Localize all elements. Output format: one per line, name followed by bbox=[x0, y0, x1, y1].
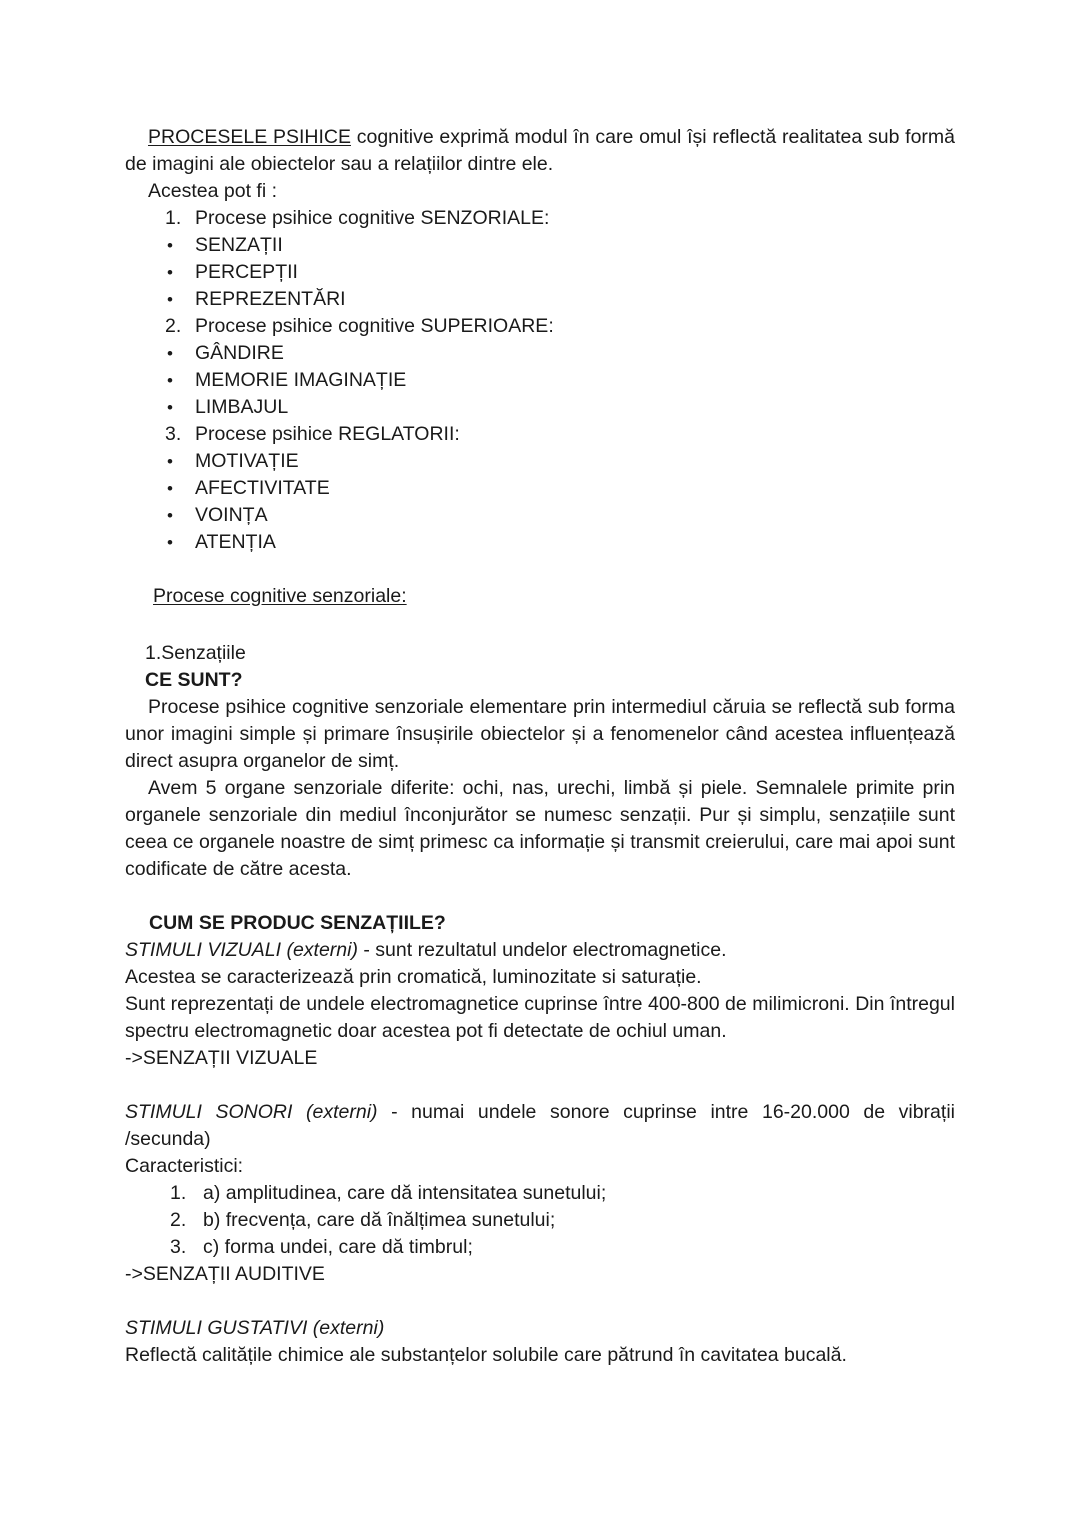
list-item bbox=[125, 232, 955, 259]
bullet-icon: • bbox=[167, 290, 173, 309]
spacer bbox=[125, 883, 955, 910]
stimuli-vizuali-line bbox=[125, 937, 955, 964]
list-item bbox=[125, 421, 955, 448]
bullet-icon: • bbox=[167, 506, 173, 525]
list-marker: 1. bbox=[165, 207, 182, 229]
bullet-icon: • bbox=[167, 398, 173, 417]
list-item-label: REPREZENTĂRI bbox=[195, 288, 346, 310]
list-item bbox=[125, 259, 955, 286]
list-item-label: PERCEPȚII bbox=[195, 261, 298, 283]
stimuli-vizuali-term: STIMULI VIZUALI (externi) bbox=[125, 939, 358, 961]
cum-se-produc-heading: CUM SE PRODUC SENZAȚIILE? bbox=[149, 912, 446, 934]
spacer bbox=[125, 1072, 955, 1099]
list-item bbox=[125, 367, 955, 394]
stimuli-gustativi-term: STIMULI GUSTATIVI (externi) bbox=[125, 1317, 385, 1339]
list-marker: 1. bbox=[170, 1182, 187, 1204]
list-item-label: VOINȚA bbox=[195, 504, 268, 526]
stimuli-vizuali-line3: Sunt reprezentați de undele electromagnetice cuprinse între 400-800 de milimicroni. Din întregul spectru electromagnetic doar acestea pot fi detectate de ochiul uman. bbox=[125, 993, 955, 1042]
list-item bbox=[125, 340, 955, 367]
stimuli-sonori-term: STIMULI SONORI (externi) bbox=[125, 1101, 378, 1123]
categories-list bbox=[125, 205, 955, 556]
stimuli-gustativi-line2: Reflectă calitățile chimice ale substanțelor solubile care pătrund în cavitatea bucală. bbox=[125, 1344, 847, 1366]
bullet-icon: • bbox=[167, 344, 173, 363]
intro-lead-underlined: PROCESELE PSIHICE bbox=[148, 126, 351, 148]
list-item bbox=[125, 1234, 955, 1261]
bullet-icon: • bbox=[167, 479, 173, 498]
stimuli-sonori-desc: - numai undele sonore cuprinse intre 16-20.000 de vibrații /secunda) bbox=[125, 1101, 955, 1150]
senzatiile-item-number: 1.Senzațiile bbox=[145, 642, 246, 664]
list-marker: 2. bbox=[170, 1209, 187, 1231]
bullet-icon: • bbox=[167, 371, 173, 390]
stimuli-vizuali-line2: Acestea se caracterizează prin cromatică, luminozitate si saturație. bbox=[125, 966, 702, 988]
caracteristici-list bbox=[125, 1180, 955, 1261]
list-item bbox=[125, 475, 955, 502]
list-item-label: LIMBAJUL bbox=[195, 396, 289, 418]
bullet-icon: • bbox=[167, 236, 173, 255]
list-item-label: MEMORIE IMAGINAȚIE bbox=[195, 369, 407, 391]
list-item bbox=[125, 529, 955, 556]
list-item-label: GÂNDIRE bbox=[195, 342, 284, 364]
list-item-label: c) forma undei, care dă timbrul; bbox=[203, 1236, 473, 1258]
organe-senzoriale-paragraph: Avem 5 organe senzoriale diferite: ochi, nas, urechi, limbă și piele. Semnalele primite prin organele senzoriale din mediul înconjurător se numesc senzații. Pur și simplu, senzațiile sunt ceea ce organele noastre de simț primesc ca informație și transmit creierului, care mai apoi sunt codificate de către acesta. bbox=[125, 777, 955, 880]
list-item-label: Procese psihice REGLATORII: bbox=[195, 423, 460, 445]
list-item-label: ATENȚIA bbox=[195, 531, 276, 553]
senzoriale-heading bbox=[125, 583, 955, 610]
list-item bbox=[125, 1180, 955, 1207]
senzatii-definition: Procese psihice cognitive senzoriale elementare prin intermediul căruia se reflectă sub forma unor imagini simple și primare însușirile obiectelor și a fenomenelor când acestea influențează direct asupra organelor de simț. bbox=[125, 696, 955, 772]
stimuli-vizuali-desc: - sunt rezultatul undelor electromagnetice. bbox=[357, 939, 727, 961]
spacer bbox=[125, 556, 955, 583]
bullet-icon: • bbox=[167, 263, 173, 282]
spacer bbox=[125, 610, 955, 640]
ce-sunt-heading: CE SUNT? bbox=[145, 669, 243, 691]
list-marker: 3. bbox=[170, 1236, 187, 1258]
list-item-label: Procese psihice cognitive SENZORIALE: bbox=[195, 207, 550, 229]
stimuli-sonori-line bbox=[125, 1099, 955, 1153]
list-item bbox=[125, 205, 955, 232]
caracteristici-label: Caracteristici: bbox=[125, 1155, 244, 1177]
document-body bbox=[125, 124, 955, 1369]
list-item-label: SENZAȚII bbox=[195, 234, 283, 256]
list-item bbox=[125, 394, 955, 421]
list-item-label: Procese psihice cognitive SUPERIOARE: bbox=[195, 315, 554, 337]
bullet-icon: • bbox=[167, 533, 173, 552]
list-item bbox=[125, 313, 955, 340]
intro-lead-rest: cognitive exprimă modul în care omul își reflectă realitatea sub formă de imagini ale obiectelor sau a relațiilor dintre ele. bbox=[125, 126, 955, 175]
bullet-icon: • bbox=[167, 452, 173, 471]
list-item bbox=[125, 448, 955, 475]
senzatii-vizuale-result: ->SENZAȚII VIZUALE bbox=[125, 1047, 318, 1069]
list-item-label: MOTIVAȚIE bbox=[195, 450, 299, 472]
senzoriale-heading-text: Procese cognitive senzoriale: bbox=[153, 585, 407, 607]
list-item bbox=[125, 502, 955, 529]
intro-paragraph bbox=[125, 124, 955, 178]
acestea-pot-fi-line: Acestea pot fi : bbox=[148, 180, 277, 202]
list-item-label: a) amplitudinea, care dă intensitatea sunetului; bbox=[203, 1182, 607, 1204]
spacer bbox=[125, 1288, 955, 1315]
list-item bbox=[125, 286, 955, 313]
list-marker: 3. bbox=[165, 423, 182, 445]
list-item bbox=[125, 1207, 955, 1234]
senzatii-auditive-result: ->SENZAȚII AUDITIVE bbox=[125, 1263, 325, 1285]
list-item-label: AFECTIVITATE bbox=[195, 477, 330, 499]
list-marker: 2. bbox=[165, 315, 182, 337]
list-item-label: b) frecvența, care dă înălțimea sunetului; bbox=[203, 1209, 556, 1231]
